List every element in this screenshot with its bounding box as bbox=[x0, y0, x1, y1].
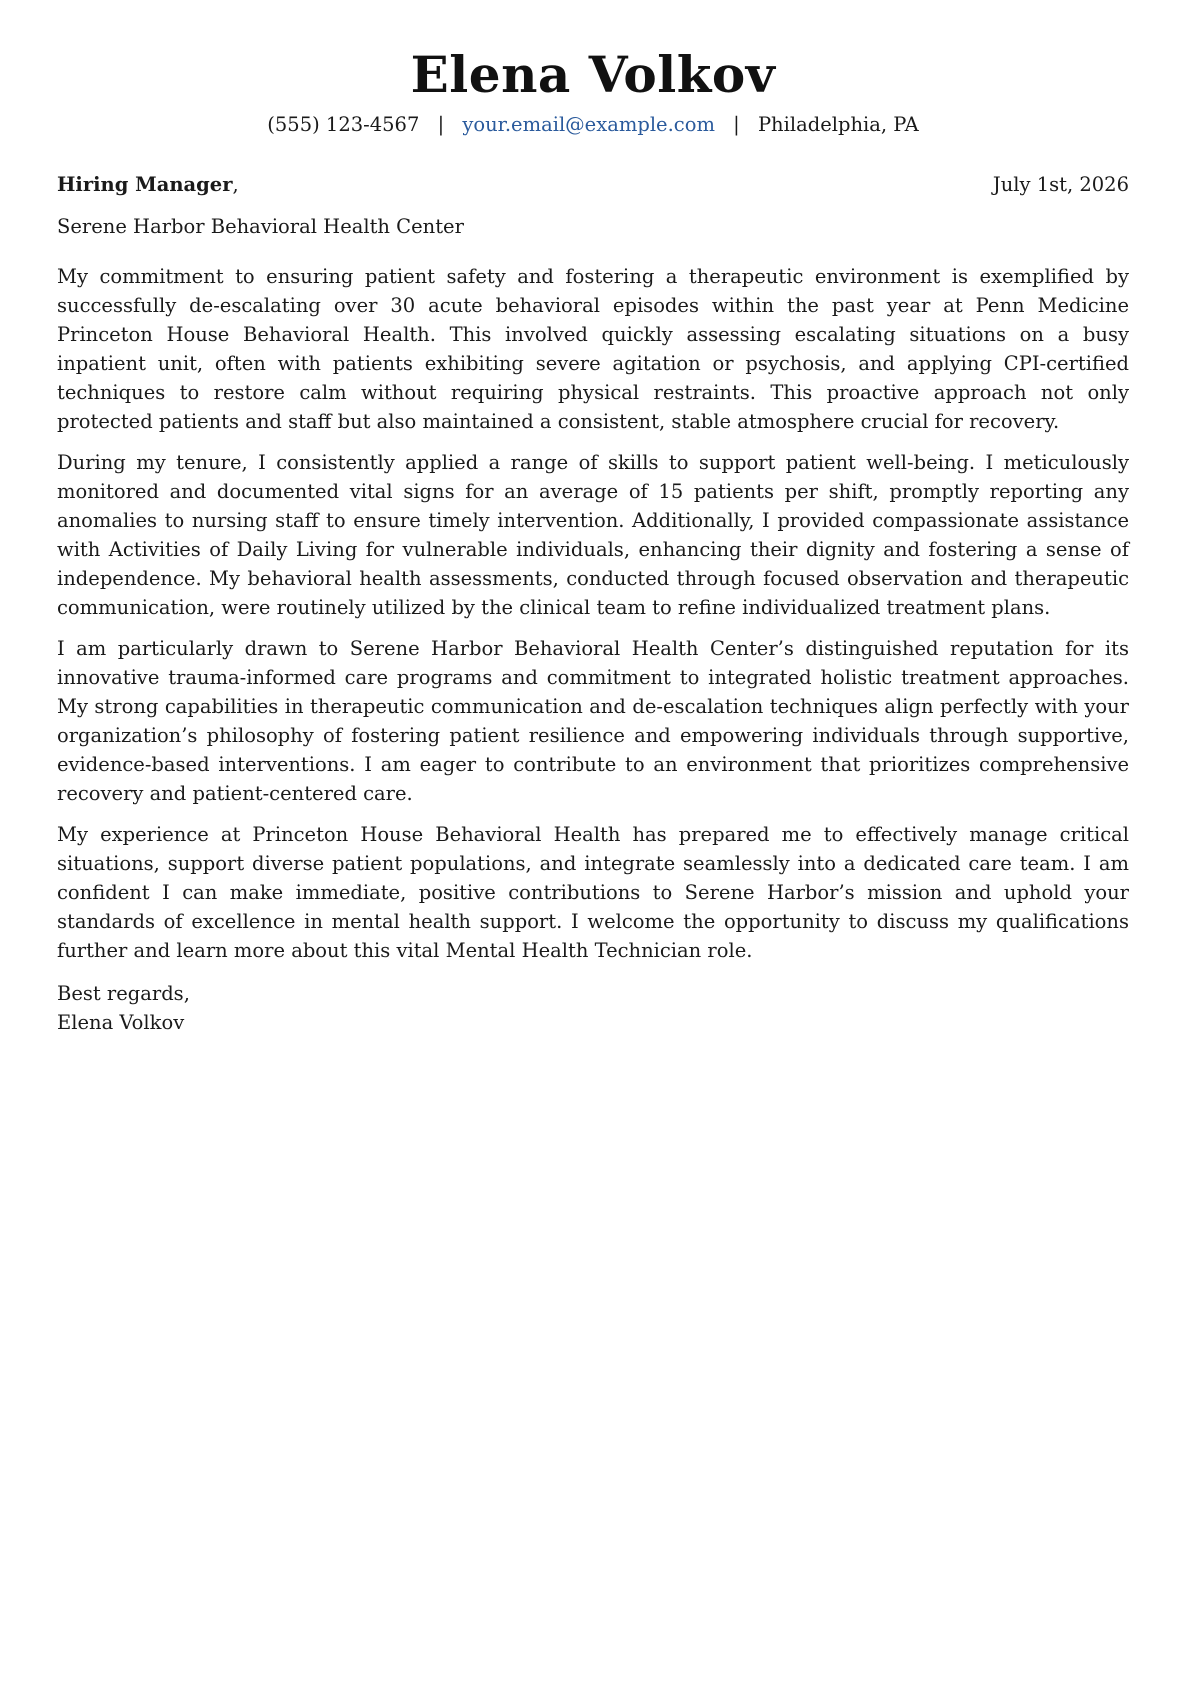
body-paragraph: During my tenure, I consistently applied a range of skills to support patient well-being. I meticulously monitored and documented vital signs for an average of 15 patients per shift, promptly reporting any anomalies to nursing staff to ensure timely intervention. Additionally, I provided compassionate assistance with Activities of Daily Living for vulnerable individuals, enhancing their dignity and fostering a sense of independence. My behavioral health assessments, conducted through focused observation and therapeutic communication, were routinely utilized by the clinical team to refine individualized treatment plans. bbox=[57, 451, 1129, 619]
body-paragraph: My commitment to ensuring patient safety and fostering a therapeutic environment is exemplified by successfully de-escalating over 30 acute behavioral episodes within the past year at Penn Medicine Princeton House Behavioral Health. This involved quickly assessing escalating situations on a busy inpatient unit, often with patients exhibiting severe agitation or psychosis, and applying CPI-certified techniques to restore calm without requiring physical restraints. This proactive approach not only protected patients and staff but also maintained a consistent, stable atmosphere crucial for recovery. bbox=[57, 265, 1129, 433]
cover-letter-page bbox=[57, 0, 1129, 1037]
letter-date: July 1st, 2026 bbox=[992, 173, 1129, 196]
location: Philadelphia, PA bbox=[757, 113, 919, 136]
recipient-salutation bbox=[57, 172, 239, 198]
email-link[interactable]: your.email@example.com bbox=[462, 113, 715, 136]
recipient-comma: , bbox=[232, 173, 239, 196]
contact-separator: | bbox=[437, 113, 445, 136]
sign-off: Best regards, bbox=[57, 982, 190, 1005]
recipient-date-row bbox=[57, 172, 1129, 198]
letter-body bbox=[57, 262, 1129, 965]
closing-block bbox=[57, 979, 1129, 1037]
contact-line bbox=[57, 112, 1129, 138]
body-paragraph: My experience at Princeton House Behavioral Health has prepared me to effectively manage critical situations, support diverse patient populations, and integrate seamlessly into a dedicated care team. I am confident I can make immediate, positive contributions to Serene Harbor’s mission and uphold your standards of excellence in mental health support. I welcome the opportunity to discuss my qualifications further and learn more about this vital Mental Health Technician role. bbox=[57, 823, 1129, 962]
body-paragraph: I am particularly drawn to Serene Harbor Behavioral Health Center’s distinguished reputation for its innovative trauma-informed care programs and commitment to integrated holistic treatment approaches. My strong capabilities in therapeutic communication and de-escalation techniques align perfectly with your organization’s philosophy of fostering patient resilience and empowering individuals through supportive, evidence-based interventions. I am eager to contribute to an environment that prioritizes comprehensive recovery and patient-centered care. bbox=[57, 637, 1129, 805]
recipient-name: Hiring Manager bbox=[57, 173, 233, 196]
phone-number: (555) 123-4567 bbox=[267, 113, 420, 136]
signature-name: Elena Volkov bbox=[57, 1011, 185, 1034]
contact-separator: | bbox=[733, 113, 740, 136]
recipient-company: Serene Harbor Behavioral Health Center bbox=[57, 215, 464, 238]
applicant-name: Elena Volkov bbox=[410, 45, 776, 104]
